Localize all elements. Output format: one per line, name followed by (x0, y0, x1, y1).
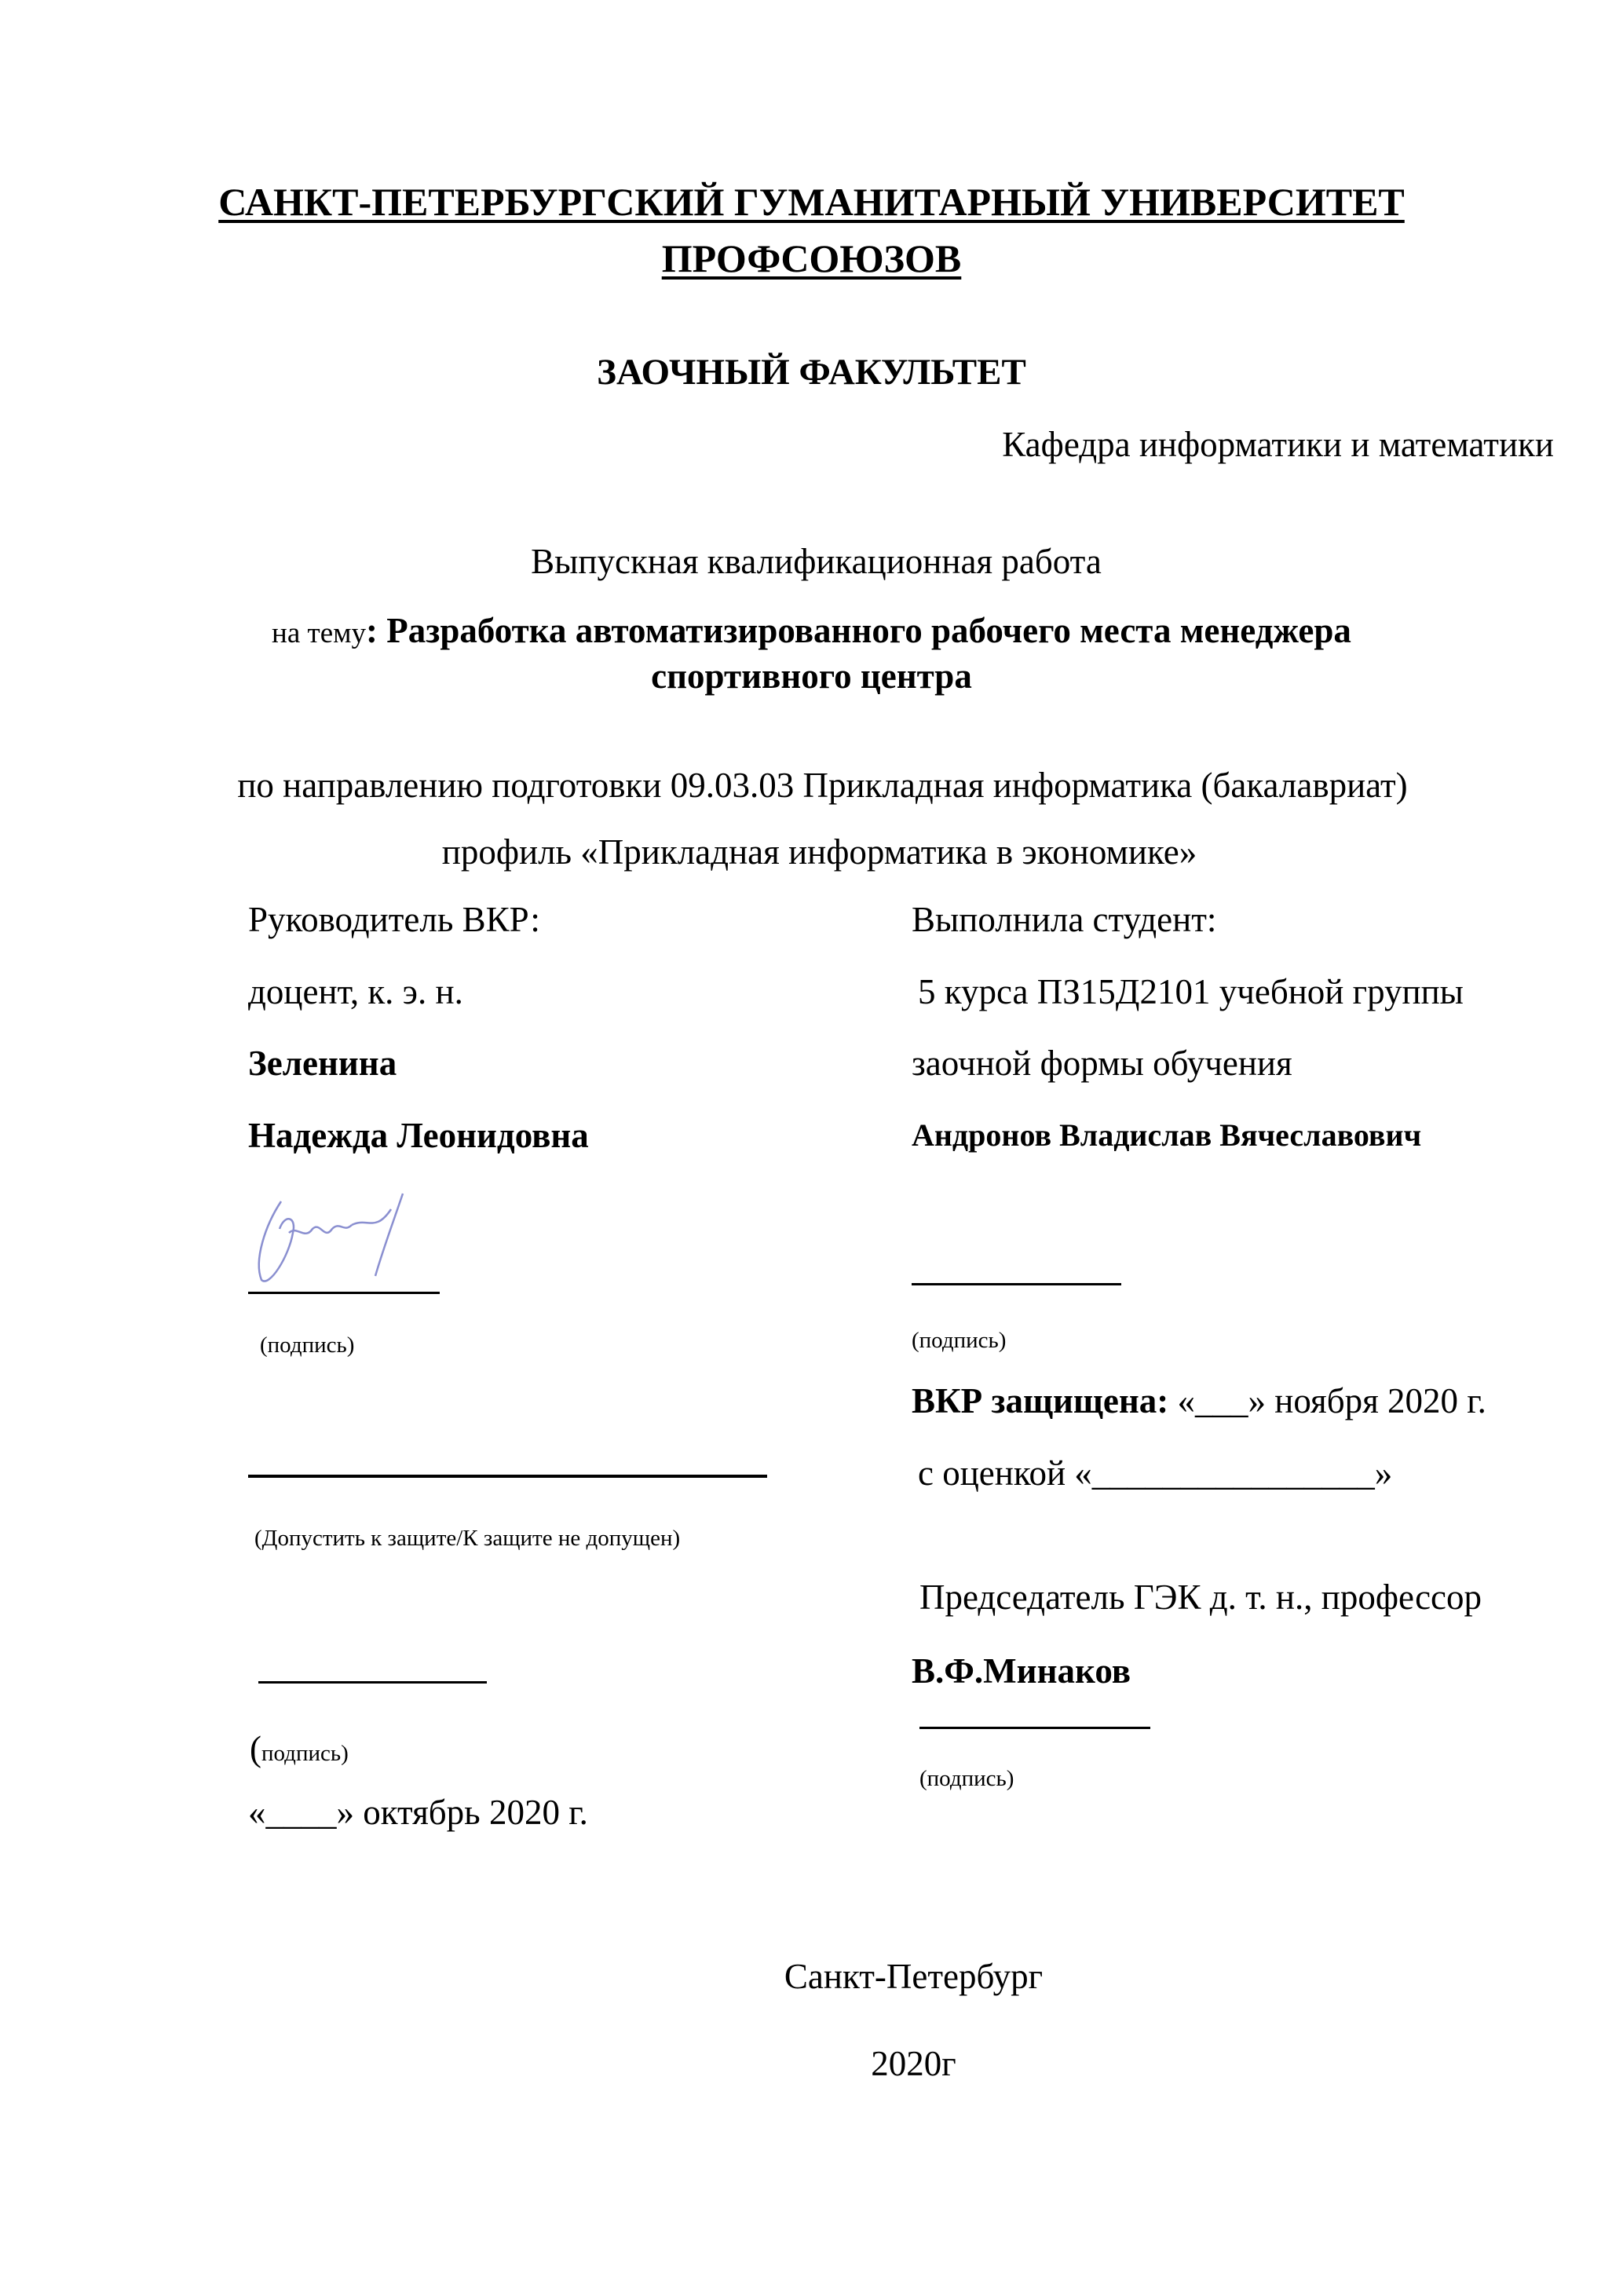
chairman-title: Председатель ГЭК д. т. н., профессор (919, 1578, 1482, 1617)
topic-text: : Разработка автоматизированного рабочего места менеджера (366, 611, 1351, 650)
grade-line: с оценкой «________________» (918, 1453, 1393, 1493)
supervisor-surname: Зеленина (248, 1044, 397, 1083)
student-signature-caption: (подпись) (912, 1328, 1007, 1353)
faculty-title: ЗАОЧНЫЙ ФАКУЛЬТЕТ (597, 352, 1026, 393)
supervisor-signature-line (248, 1292, 440, 1294)
admission-caption: (Допустить к защите/К защите не допущен) (254, 1526, 681, 1551)
year: 2020г (871, 2044, 956, 2083)
head-signature-line (258, 1681, 487, 1684)
student-label: Выполнила студент: (912, 900, 1217, 939)
admission-date: «____» октябрь 2020 г. (248, 1793, 588, 1832)
admission-line (248, 1475, 767, 1478)
defended-date: «___» ноября 2020 г. (1168, 1381, 1486, 1420)
caption-text: подпись) (261, 1741, 349, 1766)
study-direction: по направлению подготовки 09.03.03 Прикладная информатика (бакалавриат) (237, 766, 1408, 805)
department-name: Кафедра информатики и математики (1002, 425, 1554, 464)
supervisor-label: Руководитель ВКР: (248, 900, 540, 939)
student-signature-line (912, 1283, 1121, 1285)
supervisor-title: доцент, к. э. н. (248, 972, 463, 1011)
university-name-line1: САНКТ-ПЕТЕРБУРГСКИЙ ГУМАНИТАРНЫЙ УНИВЕРСИТЕТ (218, 180, 1405, 224)
student-name: Андронов Владислав Вячеславович (912, 1117, 1422, 1153)
work-topic-line1 (0, 613, 1623, 649)
work-topic-line2: спортивного центра (651, 656, 972, 696)
defended-label: ВКР защищена: (912, 1381, 1169, 1420)
student-course: 5 курса ПЗ15Д2101 учебной группы (918, 972, 1464, 1011)
study-profile: профиль «Прикладная информатика в экономике» (441, 832, 1197, 872)
chairman-name: В.Ф.Минаков (912, 1651, 1131, 1691)
chairman-signature-caption: (подпись) (919, 1766, 1014, 1791)
paren: ( (250, 1729, 261, 1768)
head-signature-caption (250, 1731, 349, 1767)
supervisor-signature (250, 1186, 415, 1288)
work-type: Выпускная квалификационная работа (531, 542, 1102, 581)
student-study-form: заочной формы обучения (912, 1044, 1292, 1083)
chairman-signature-line (919, 1727, 1150, 1729)
supervisor-name: Надежда Леонидовна (248, 1116, 589, 1155)
topic-prefix: на тему (272, 617, 367, 649)
defense-status (912, 1381, 1486, 1420)
university-name-line2: ПРОФСОЮЗОВ (661, 236, 962, 280)
supervisor-signature-caption: (подпись) (260, 1333, 355, 1358)
city: Санкт-Петербург (784, 1957, 1044, 1996)
